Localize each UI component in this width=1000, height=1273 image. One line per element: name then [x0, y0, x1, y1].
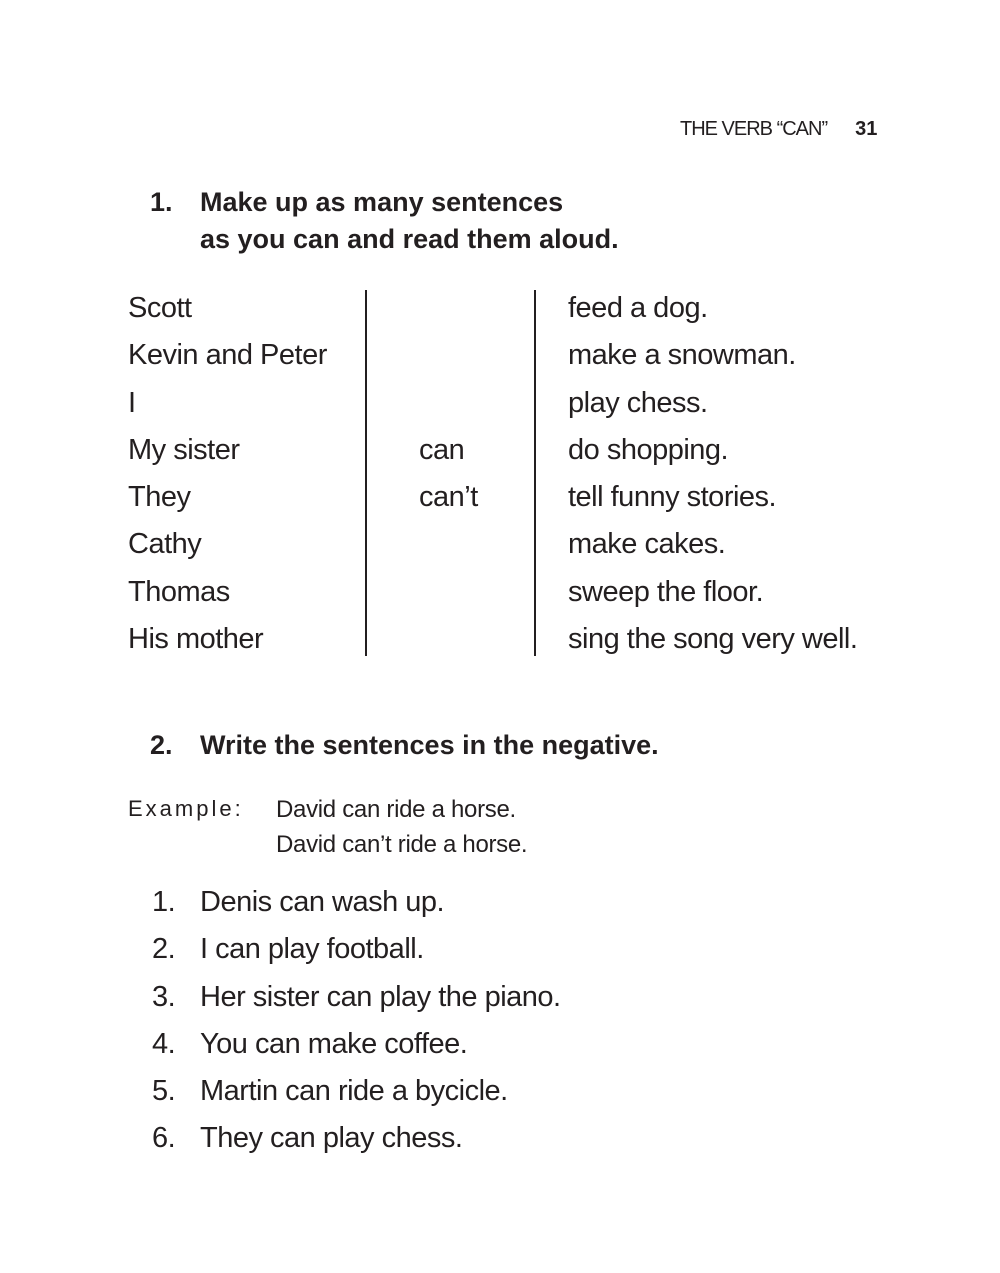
column-divider	[534, 290, 536, 656]
list-item	[152, 1116, 561, 1163]
predicate-cell: sing the song very well.	[568, 623, 858, 656]
predicate-cell: make cakes.	[568, 528, 726, 561]
example-line: David can’t ride a horse.	[276, 831, 528, 858]
predicate-cell: make a snowman.	[568, 339, 796, 372]
item-text: You can make coffee.	[200, 1027, 468, 1060]
list-item	[152, 1069, 561, 1116]
list-item	[152, 975, 561, 1022]
column-divider	[365, 290, 367, 656]
example-label: Example:	[128, 796, 244, 821]
exercise-instruction: Write the sentences in the negative.	[200, 730, 659, 760]
item-number: 2.	[152, 933, 176, 966]
exercise-number: 2.	[150, 730, 173, 760]
exercise-1-heading	[150, 184, 619, 258]
list-item	[152, 880, 561, 927]
instruction-line: as you can and read them aloud.	[200, 224, 619, 254]
predicate-cell: do shopping.	[568, 433, 729, 466]
example-lines	[276, 792, 527, 862]
exercise-2-heading	[150, 727, 659, 764]
subject-cell: I	[128, 386, 136, 419]
verb-column	[419, 428, 478, 523]
example-line: David can ride a horse.	[276, 796, 516, 823]
predicate-column	[568, 286, 857, 664]
page-number: 31	[855, 118, 878, 140]
list-item	[152, 1022, 561, 1069]
subject-column	[128, 286, 327, 664]
item-text: Denis can wash up.	[200, 886, 445, 918]
item-text: Her sister can play the piano.	[200, 980, 561, 1013]
item-number: 1.	[152, 886, 176, 918]
instruction-line: Make up as many sentences	[200, 187, 564, 217]
exercise-instruction	[200, 184, 619, 258]
item-number: 3.	[152, 980, 176, 1013]
subject-cell: Scott	[128, 292, 192, 324]
item-text: I can play football.	[200, 933, 424, 966]
item-number: 5.	[152, 1075, 176, 1108]
predicate-cell: sweep the floor.	[568, 575, 764, 608]
predicate-cell: tell funny stories.	[568, 481, 777, 514]
subject-cell: Thomas	[128, 575, 230, 608]
subject-cell: His mother	[128, 623, 264, 656]
predicate-cell: play chess.	[568, 386, 708, 419]
item-number: 6.	[152, 1122, 176, 1155]
item-text: They can play chess.	[200, 1122, 463, 1155]
exercise-number: 1.	[150, 187, 173, 217]
substitution-table	[0, 286, 1000, 666]
subject-cell: They	[128, 481, 191, 514]
subject-cell: Kevin and Peter	[128, 339, 327, 372]
running-head	[680, 118, 877, 141]
subject-cell: Cathy	[128, 528, 202, 561]
subject-cell: My sister	[128, 433, 240, 466]
task-list	[152, 880, 561, 1164]
predicate-cell: feed a dog.	[568, 292, 708, 324]
item-number: 4.	[152, 1027, 176, 1060]
list-item	[152, 927, 561, 974]
item-text: Martin can ride a bycicle.	[200, 1075, 508, 1108]
verb-cell: can’t	[419, 481, 478, 514]
example-block	[128, 792, 527, 862]
section-title: THE VERB “CAN”	[680, 118, 828, 140]
verb-cell: can	[419, 434, 465, 466]
